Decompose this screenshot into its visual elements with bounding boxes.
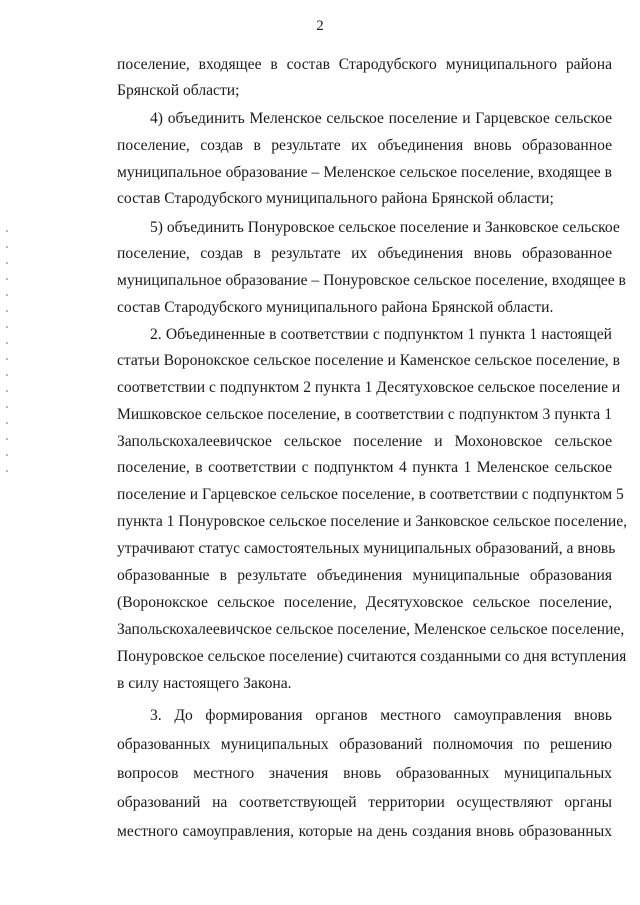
text-line: соответствии с подпунктом 2 пункта 1 Десятуховское сельское поселение и (117, 379, 621, 396)
text-line: поселение и Гарцевское сельское поселение, в соответствии с подпунктом 5 (117, 486, 624, 503)
text-line: Запольскохалеевичское сельское поселение и Мохоновское сельское (117, 433, 612, 450)
text-line: 4) объединить Меленское сельское поселение и Гарцевское сельское (150, 110, 612, 127)
text-line: образований на соответствующей территории осуществляют органы (117, 794, 612, 811)
text-line: местного самоуправления, которые на день создания вновь образованных (117, 823, 612, 840)
text-line: состав Стародубского муниципального района Брянской области; (117, 190, 554, 207)
text-line: поселение, в соответствии с подпунктом 4 пункта 1 Меленское сельское (117, 459, 612, 476)
text-line: муниципальное образование – Понуровское сельское поселение, входящее в (117, 272, 626, 289)
page-number: 2 (316, 18, 324, 34)
text-line: статьи Воронокское сельское поселение и Каменское сельское поселение, в (117, 352, 620, 369)
text-line: Брянской области; (117, 82, 240, 99)
text-line: муниципальное образование – Меленское сельское поселение, входящее в (117, 164, 612, 181)
text-line: пункта 1 Понуровское сельское поселение и Занковское сельское поселение, (117, 513, 628, 530)
text-line: в силу настоящего Закона. (117, 675, 292, 692)
text-line: Мишковское сельское поселение, в соответствии с подпунктом 3 пункта 1 (117, 406, 612, 423)
text-line: поселение, создав в результате их объединения вновь образованное (117, 245, 612, 262)
text-line: состав Стародубского муниципального района Брянской области. (117, 299, 554, 316)
text-line: образованные в результате объединения муниципальные образования (117, 567, 612, 584)
text-line: поселение, создав в результате их объединения вновь образованное (117, 137, 612, 154)
text-line: (Воронокское сельское поселение, Десятуховское сельское поселение, (117, 594, 612, 611)
text-line: вопросов местного значения вновь образованных муниципальных (117, 765, 612, 782)
text-line: образованных муниципальных образований полномочия по решению (117, 736, 612, 753)
text-line: 5) объединить Понуровское сельское поселение и Занковское сельское (150, 219, 620, 236)
text-line: Запольскохалеевичское сельское поселение, Меленское сельское поселение, (117, 621, 625, 638)
text-line: 3. До формирования органов местного самоуправления вновь (150, 707, 612, 724)
margin-scan-marks (6, 230, 10, 490)
text-line: утрачивают статус самостоятельных муниципальных образований, а вновь (117, 540, 616, 557)
text-line: поселение, входящее в состав Стародубского муниципального района (117, 56, 612, 73)
text-line: 2. Объединенные в соответствии с подпунктом 1 пункта 1 настоящей (150, 326, 612, 343)
text-line: Понуровское сельское поселение) считаются созданными со дня вступления (117, 648, 627, 665)
